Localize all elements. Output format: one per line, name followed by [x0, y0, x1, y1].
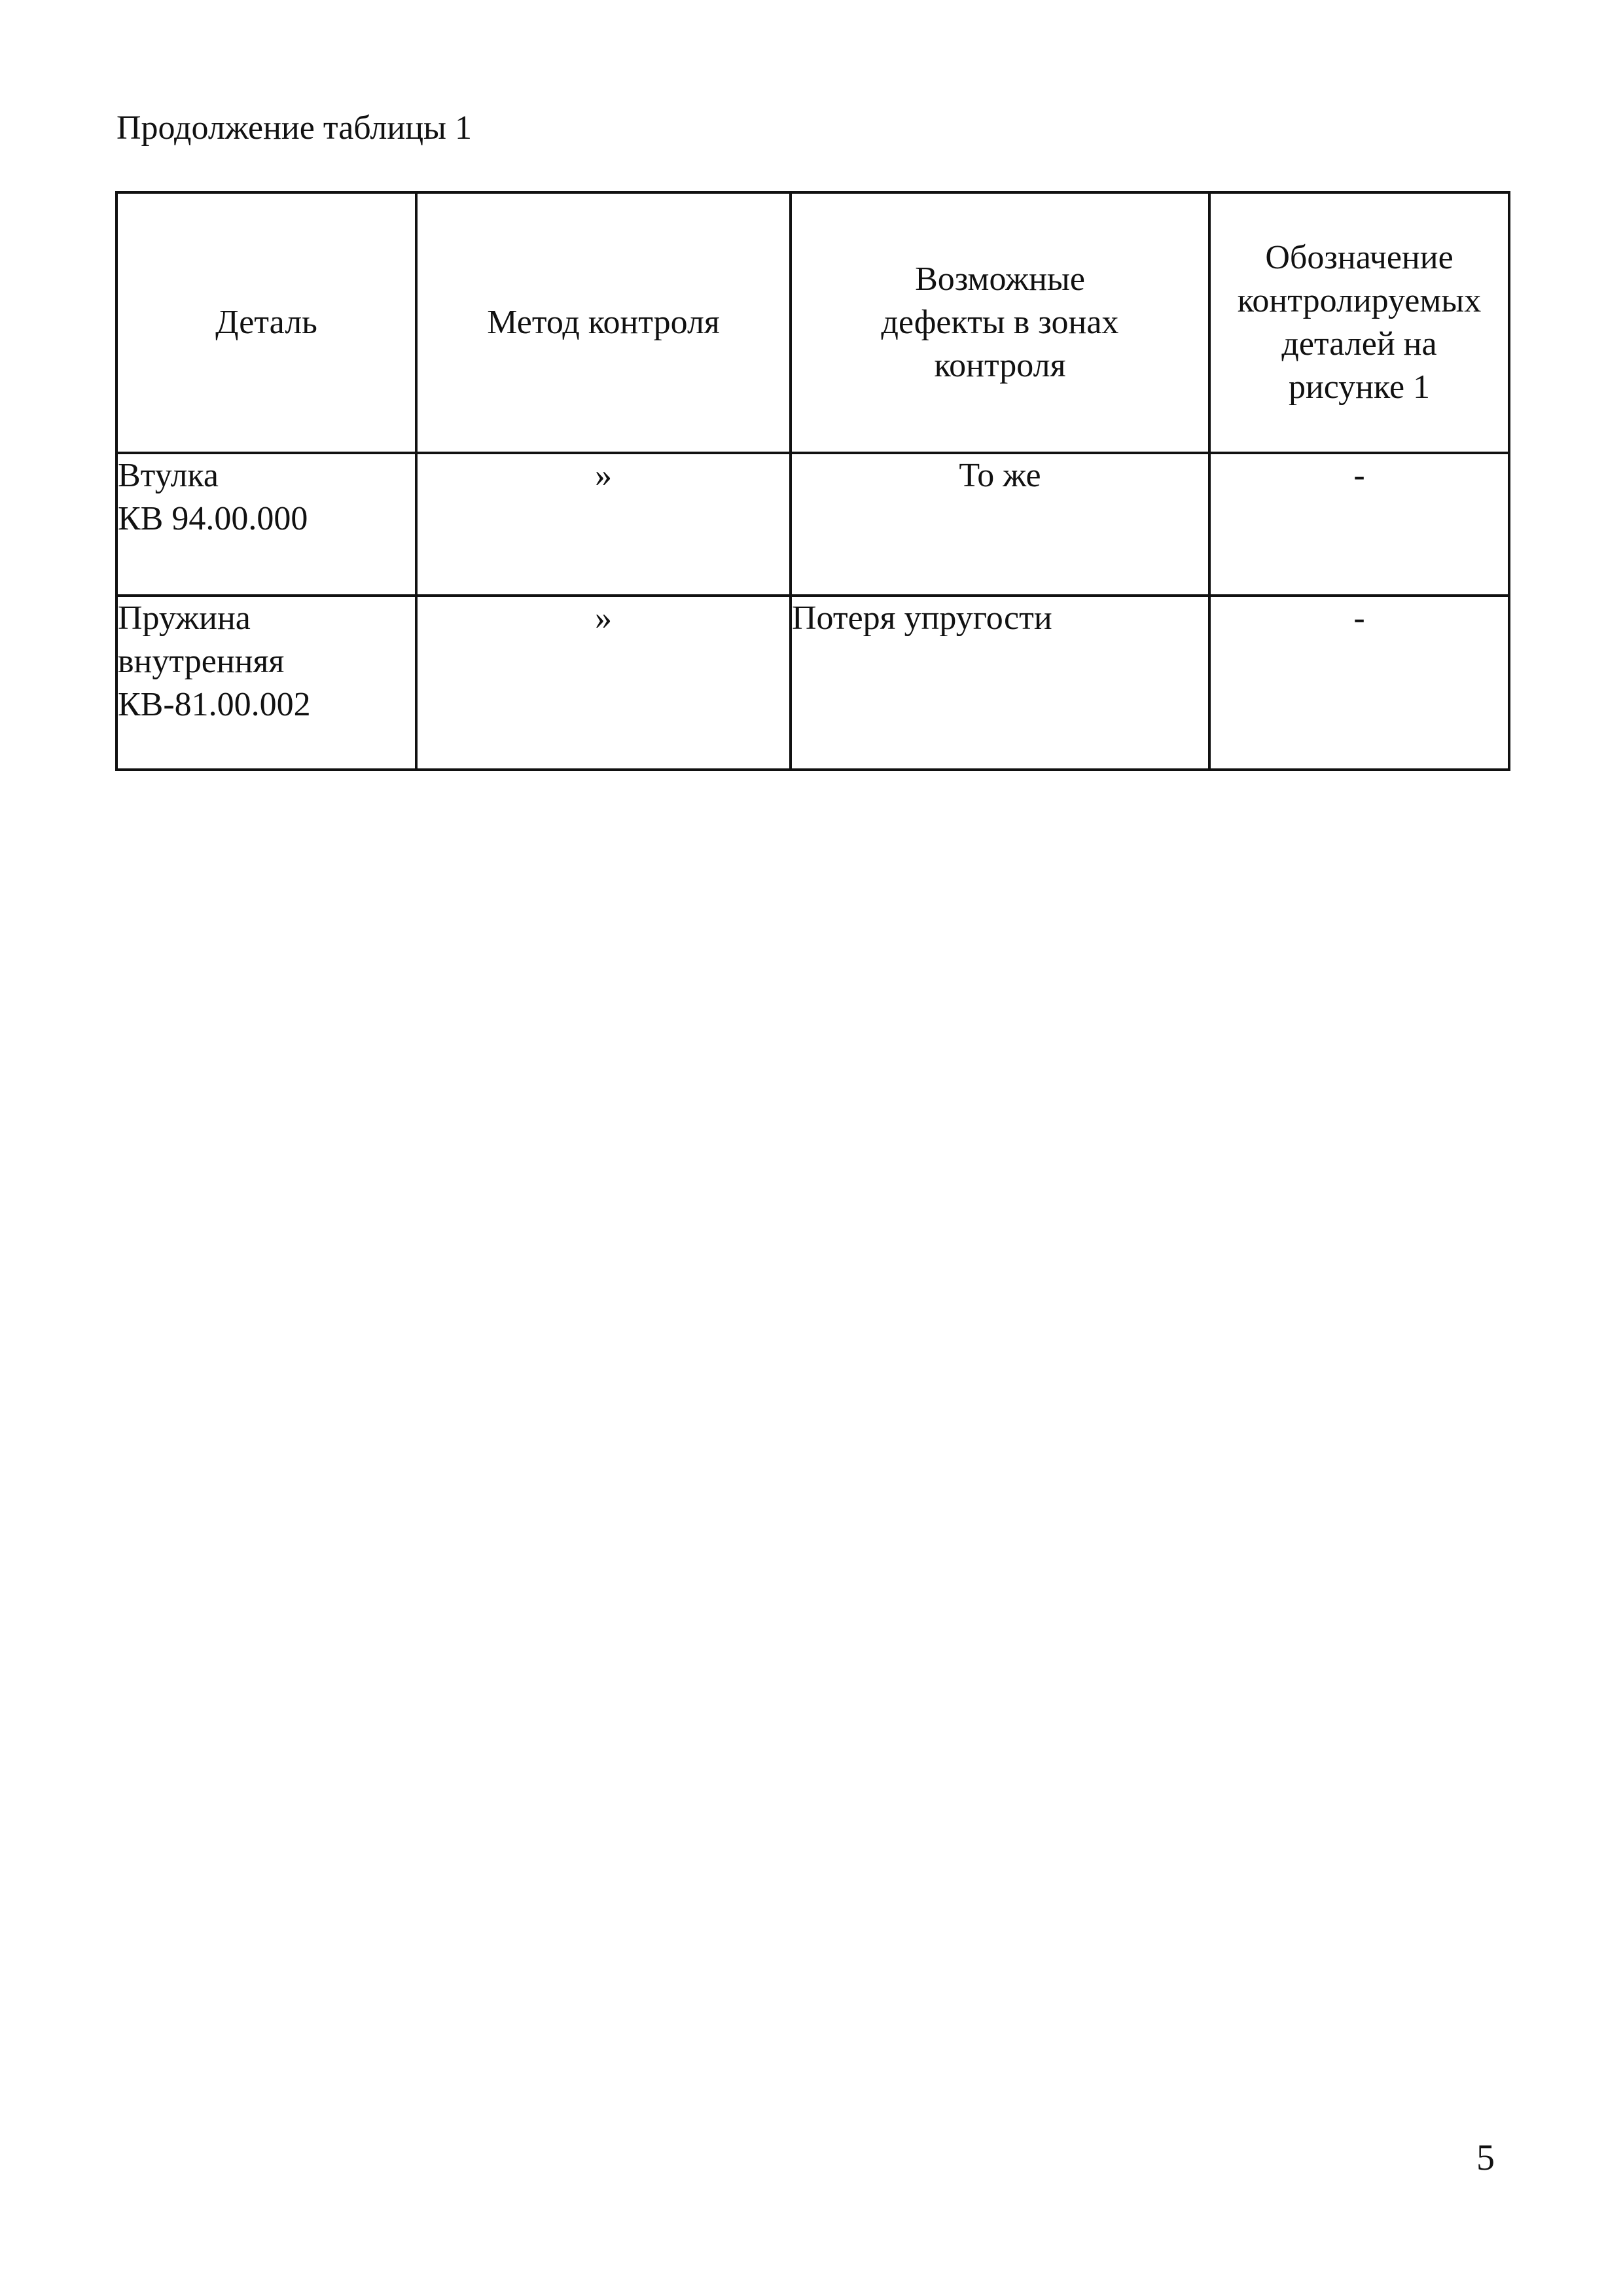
header-control-method: Метод контроля: [416, 192, 791, 453]
cell-detail: Втулка КВ 94.00.000: [116, 453, 416, 596]
cell-designation: -: [1209, 596, 1509, 770]
cell-designation: -: [1209, 453, 1509, 596]
cell-method: »: [416, 453, 791, 596]
header-possible-defects: Возможные дефекты в зонах контроля: [791, 192, 1209, 453]
page-number: 5: [1476, 2138, 1495, 2178]
table-row: [116, 596, 1509, 770]
table-header-row: [116, 192, 1509, 453]
cell-detail: Пружина внутренняя КВ-81.00.002: [116, 596, 416, 770]
header-detail: Деталь: [116, 192, 416, 453]
header-designation: Обозначение контролируемых деталей на рисунке 1: [1209, 192, 1509, 453]
cell-method: »: [416, 596, 791, 770]
table-row: [116, 453, 1509, 596]
cell-defects: Потеря упругости: [791, 596, 1209, 770]
table-continuation-caption: Продолжение таблицы 1: [116, 109, 472, 147]
defects-table: [115, 191, 1510, 771]
cell-defects: То же: [791, 453, 1209, 596]
